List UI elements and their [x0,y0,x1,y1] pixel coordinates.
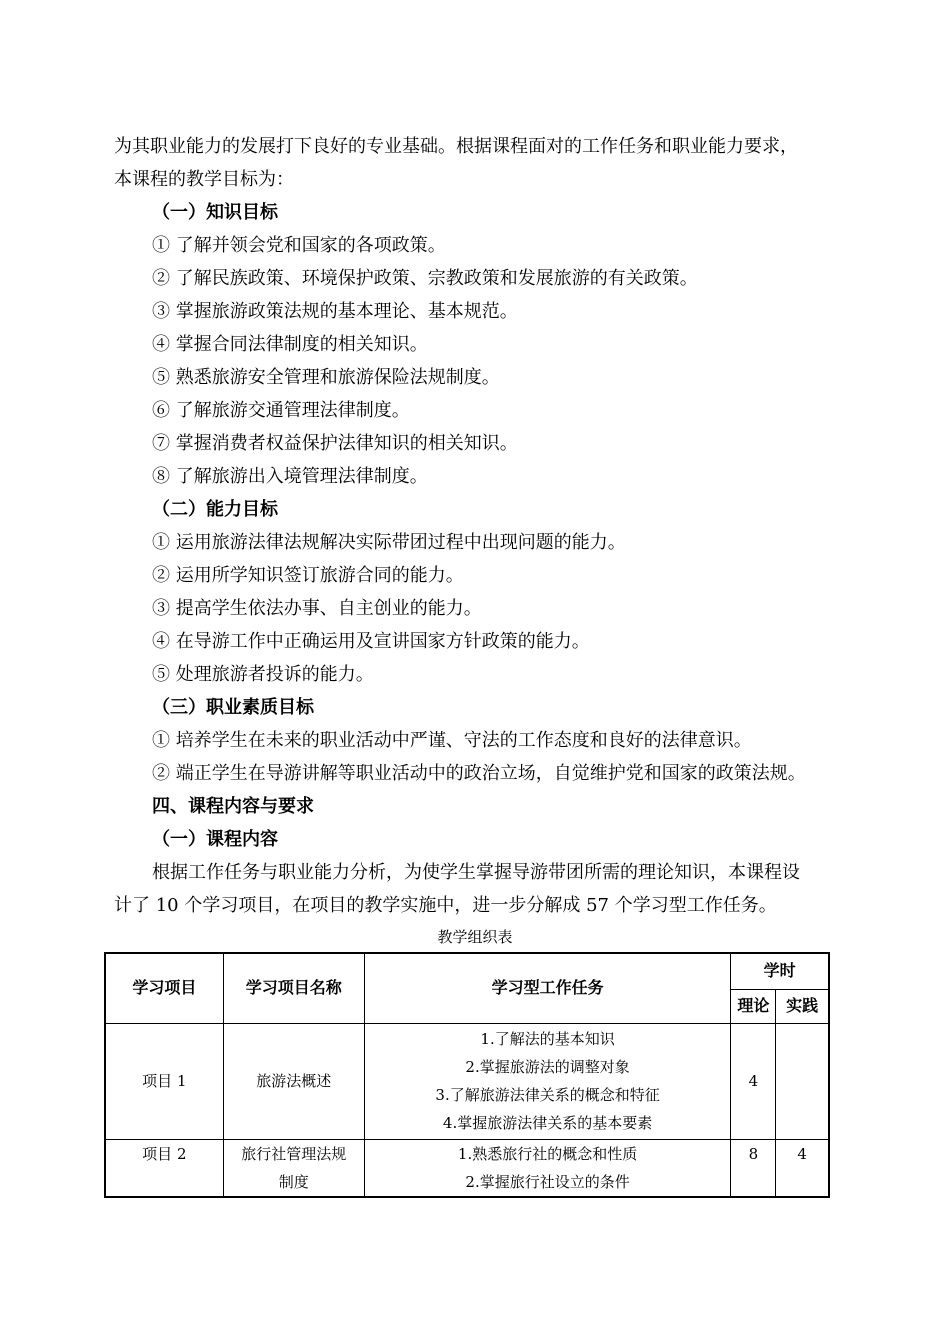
cell-theory-hours: 8 [731,1139,776,1197]
header-project: 学习项目 [105,953,223,1023]
knowledge-item: ⑤ 熟悉旅游安全管理和旅游保险法规制度。 [152,367,500,388]
ability-item: ② 运用所学知识签订旅游合同的能力。 [152,565,464,586]
cell-project: 项目 2 [105,1139,223,1197]
knowledge-item: ⑧ 了解旅游出入境管理法律制度。 [152,466,428,487]
knowledge-item: ① 了解并领会党和国家的各项政策。 [152,235,446,256]
quality-heading: （三）职业素质目标 [152,697,314,718]
knowledge-item: ⑥ 了解旅游交通管理法律制度。 [152,400,410,421]
project-name-line: 旅行社管理法规 [241,1144,347,1163]
ability-item: ④ 在导游工作中正确运用及宣讲国家方针政策的能力。 [152,631,590,652]
task-line: 2.掌握旅游法的调整对象 [465,1058,630,1076]
table-row [105,1023,829,1139]
task-line: 4.掌握旅游法律关系的基本要素 [442,1114,653,1132]
knowledge-heading: （一）知识目标 [152,202,278,223]
task-line: 3.了解旅游法律关系的概念和特征 [435,1086,660,1104]
header-project-name: 学习项目名称 [223,953,364,1023]
project-name-line: 旅游法概述 [256,1072,332,1090]
cell-project-name [223,1023,364,1139]
header-tasks: 学习型工作任务 [364,953,730,1023]
ability-item: ③ 提高学生依法办事、自主创业的能力。 [152,598,482,619]
knowledge-item: ④ 掌握合同法律制度的相关知识。 [152,334,428,355]
ability-item: ⑤ 处理旅游者投诉的能力。 [152,664,374,685]
ability-item: ① 运用旅游法律法规解决实际带团过程中出现问题的能力。 [152,532,626,553]
cell-tasks [364,1023,730,1139]
table-row [105,1139,829,1197]
knowledge-item: ② 了解民族政策、环境保护政策、宗教政策和发展旅游的有关政策。 [152,268,698,289]
cell-tasks [364,1139,730,1197]
task-line: 1.熟悉旅行社的概念和性质 [457,1144,638,1163]
section-heading: 四、课程内容与要求 [152,796,314,817]
cell-theory-hours: 4 [731,1023,776,1139]
header-theory: 理论 [731,989,776,1023]
header-practice: 实践 [776,989,829,1023]
task-line: 1.了解法的基本知识 [480,1030,615,1048]
content-paragraph-line-2: 计了 10 个学习项目，在项目的教学实施中，进一步分解成 57 个学习型工作任务。 [114,895,777,916]
cell-practice-hours [776,1023,829,1139]
quality-item: ① 培养学生在未来的职业活动中严谨、守法的工作态度和良好的法律意识。 [152,730,752,751]
intro-line-1: 为其职业能力的发展打下良好的专业基础。根据课程面对的工作任务和职业能力要求， [114,136,798,157]
header-hours: 学时 [731,953,829,989]
table-header-row [105,953,829,989]
cell-project-name [223,1139,364,1197]
task-line: 2.掌握旅行社设立的条件 [465,1172,630,1191]
quality-item: ② 端正学生在导游讲解等职业活动中的政治立场，自觉维护党和国家的政策法规。 [152,763,806,784]
ability-heading: （二）能力目标 [152,499,278,520]
table-caption: 教学组织表 [437,928,513,946]
content-paragraph-line-1: 根据工作任务与职业能力分析，为使学生掌握导游带团所需的理论知识，本课程设 [152,862,800,883]
subsection-heading: （一）课程内容 [152,829,278,850]
project-name-line: 制度 [278,1172,309,1191]
knowledge-item: ③ 掌握旅游政策法规的基本理论、基本规范。 [152,301,518,322]
cell-practice-hours: 4 [776,1139,829,1197]
knowledge-item: ⑦ 掌握消费者权益保护法律知识的相关知识。 [152,433,518,454]
cell-project: 项目 1 [105,1023,223,1139]
teaching-organization-table [104,952,830,1198]
intro-line-2: 本课程的教学目标为： [114,169,294,190]
